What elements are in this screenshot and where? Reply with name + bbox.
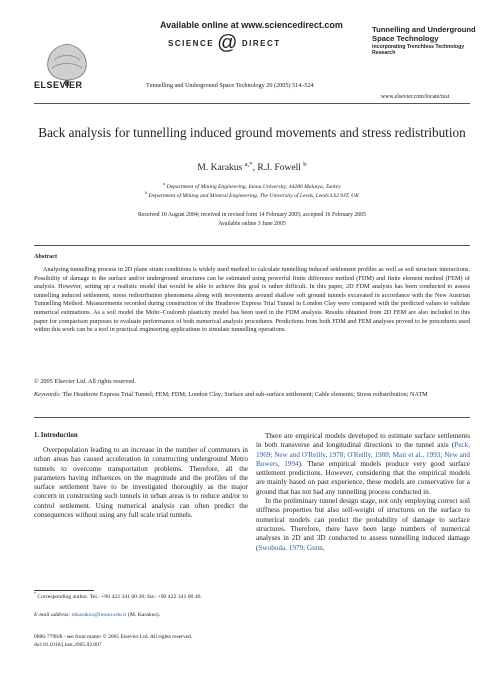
authors-line: M. Karakus $^{a,*}$, R.J. Fowell $^b$ — [197, 160, 307, 173]
affiliation-b-text: Department of Mining and Mineral Engineering, The University of Leeds, Leeds LS2 9JT, UK — [148, 193, 359, 199]
footnote-text: Corresponding author. Tel.: +90 422 341 00 30; fax: +90 422 341 00 46. — [37, 594, 202, 600]
available-date: Available online 3 June 2005 — [218, 221, 286, 227]
sciencedirect-logo[interactable] — [168, 32, 318, 54]
abstract-copyright: © 2005 Elsevier Ltd. All rights reserved. — [34, 378, 136, 385]
author-1-marks: a,* — [244, 160, 253, 168]
author-1: M. Karakus — [197, 163, 243, 173]
corresponding-author-footnote — [34, 593, 248, 601]
journal-box-title: Tunnelling and Underground Space Technology — [372, 25, 476, 43]
affiliation-b-mark: b — [145, 191, 148, 196]
received-dates: Received 10 August 2004; received in revised form 14 February 2005; accepted 16 February 2005 — [138, 212, 366, 218]
citation-link[interactable]: Peck, 1969; New and O'Reilly, 1978; O'Reilly, 1988; Mair et al., 1993; New and Bowers, 1994 — [256, 441, 470, 468]
keywords — [34, 391, 470, 400]
keywords-label: Keywords: — [34, 391, 61, 398]
intro-right-column — [256, 432, 470, 553]
author-2: R.J. Fowell — [257, 163, 301, 173]
header-rule — [34, 103, 470, 104]
sciencedirect-logo-left: SCIENCE — [168, 38, 215, 48]
available-online-banner[interactable]: Available online at www.sciencedirect.com — [160, 20, 343, 30]
section-heading-introduction: 1. Introduction — [34, 432, 78, 439]
para1-text-b: ). These empirical models produce very good surface settlement predictions. However, considering that the empirical models are mainly based on past experience, these models are conservative for a ground that has not had any tunnelling process conducted in. — [256, 459, 470, 496]
sciencedirect-at-icon: @ — [217, 32, 239, 54]
email-suffix: (M. Karakus). — [127, 612, 161, 618]
author-2-marks: b — [303, 160, 307, 168]
journal-cover-box — [372, 26, 476, 88]
email-label: E-mail address: — [34, 612, 71, 618]
keywords-text: The Heathrow Express Trial Tunnel; FEM; FDM; London Clay; Surface and sub-surface settlement; Cable elements; Stress redistribution; NATM — [62, 391, 428, 398]
affiliation-a — [34, 184, 470, 190]
footnote-mark: * — [34, 591, 36, 597]
affiliation-a-mark: a — [163, 182, 166, 187]
para2-text-a: In the preliminary tunnel design stage, not only employing correct soil stiffness properties but also self-weight of structures on the surface to numerical models can predict the probability of damage to surface structures. Therefore, there have been large numbers of numerical analyses in 2D and 3D conducted to assess tunnelling induced damage ( — [256, 497, 470, 552]
article-title: Back analysis for tunnelling induced ground movements and stress redistribution — [38, 125, 466, 140]
abstract-top-rule — [34, 245, 470, 246]
abstract-bottom-rule — [34, 417, 470, 418]
publisher-name: ELSEVIER — [34, 80, 83, 90]
intro-right-paragraph-2 — [256, 497, 470, 553]
journal-url[interactable]: www.elsevier.com/locate/tust — [381, 94, 450, 100]
footnote-rule — [34, 590, 94, 591]
affiliation-b — [34, 193, 470, 199]
citation-link[interactable]: Swoboda, 1979; Gunn, — [258, 543, 325, 552]
intro-right-paragraph-1 — [256, 432, 470, 497]
para1-text-a: There are empirical models developed to estimate surface settlements in both transverse and longitudinal directions to the tunnel axis ( — [256, 432, 470, 450]
doi-line[interactable]: doi:10.1016/j.tust.2005.02.007 — [34, 641, 102, 648]
email-footnote — [34, 611, 248, 619]
abstract-heading: Abstract — [34, 253, 58, 260]
affiliation-a-text: Department of Mining Engineering, Inonu University, 44280 Malatya, Turkey — [166, 184, 341, 190]
journal-citation: Tunnelling and Underground Space Technology 20 (2005) 514–524 — [146, 82, 314, 89]
issn-doi-block — [34, 634, 248, 649]
journal-box-subtitle: incorporating Trenchless Technology Research — [372, 44, 465, 56]
issn-line: 0886-7798/$ - see front matter © 2005 Elsevier Ltd. All rights reserved. — [34, 634, 193, 640]
intro-left-paragraph: Overpopulation leading to an increase in the number of commuters in urban areas has caused acceleration in constructing underground Metro tunnels to overcome transportation problems. Therefore, all the parameters having influences on the magnitude and the profiles of the surface settlement have to be investigated thoroughly as the major concern in constructing such tunnels in urban areas is to reduce and/or to control settlement. Using numerical analysis can often predict the consequences without using any full scale trial tunnels. — [34, 446, 248, 520]
abstract-text: Analysing tunnelling process in 2D plane strain conditions is widely used method to calculate tunnelling induced settlement profiles as well as soil structure interactions. Possibility of damage to the surface and/or underground structures can be estimated using powerful finite difference method (FDM) and finite element method (FEM) of analysis. However, setting up a realistic model that would be able to achieve this goal is rather difficult. In this paper, 2D FDM analysis has been conducted to assess tunnelling induced settlement, stress redistribution phenomena along with movements around shallow soft ground tunnels excavated in accordance with the New Austrian Tunnelling Method. Measurements recorded during construction of the Heathrow Express Trial Tunnel in London Clay were compared with the predicted values to validate numerical estimations. As a soil model the Mohr–Coulomb plasticity model has been used in the FDM analysis. Results obtained from 2D FEM are also included in this paper for comparison purposes to evaluate performance of both numerical analysis procedures. Predictions from both FDM and FEM analyses proved to be procedures used within this work can be a tool in practical engineering applications to simulate tunnelling operations. — [34, 266, 470, 334]
sciencedirect-logo-right: DIRECT — [241, 38, 281, 48]
email-link[interactable]: mkarakus@inonu.edu.tr — [71, 612, 127, 618]
